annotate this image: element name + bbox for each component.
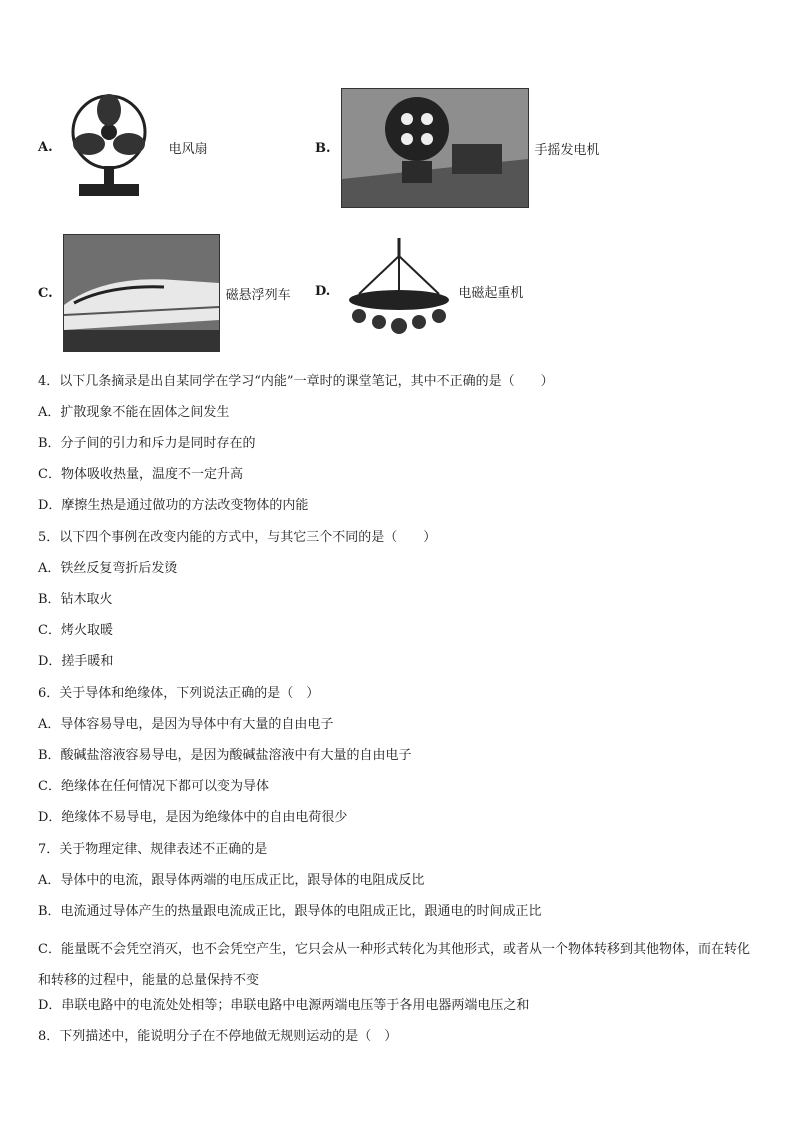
question-7-option-b: B．电流通过导体产生的热量跟电流成正比，跟导体的电阻成正比，跟通电的时间成正比 (38, 904, 542, 919)
maglev-train-photo (63, 234, 220, 352)
option-caption: 电磁起重机 (458, 285, 524, 301)
option-letter: D. (315, 283, 331, 299)
option-d-row (315, 236, 523, 346)
option-caption: 磁悬浮列车 (225, 287, 291, 303)
question-8-stem: 8．下列描述中，能说明分子在不停地做无规则运动的是（ ） (38, 1029, 398, 1044)
question-4-option-d: D．摩擦生热是通过做功的方法改变物体的内能 (38, 498, 309, 513)
option-caption: 电风扇 (168, 141, 208, 157)
question-6-option-a: A．导体容易导电，是因为导体中有大量的自由电子 (38, 717, 334, 732)
question-7-option-c: C．能量既不会凭空消灭，也不会凭空产生，它只会从一种形式转化为其他形式，或者从一个物体转移到其他物体，而在转化和转移的过程中，能量的总量保持不变 (38, 942, 750, 988)
question-7-stem: 7．关于物理定律、规律表述不正确的是 (38, 842, 268, 857)
question-6-option-b: B．酸碱盐溶液容易导电，是因为酸碱盐溶液中有大量的自由电子 (38, 748, 412, 763)
question-5-option-a: A．铁丝反复弯折后发烫 (38, 561, 178, 576)
option-letter: C. (38, 285, 53, 301)
option-caption: 手摇发电机 (534, 142, 600, 158)
option-b-row (315, 88, 600, 208)
question-4-stem: 4．以下几条摘录是出自某同学在学习“内能”一章时的课堂笔记，其中不正确的是（ ） (38, 374, 554, 389)
question-6-stem: 6．关于导体和绝缘体，下列说法正确的是（ ） (38, 686, 320, 701)
option-letter: B. (315, 140, 331, 156)
question-4-option-c: C．物体吸收热量，温度不一定升高 (38, 467, 243, 482)
hand-crank-generator-photo (341, 88, 529, 208)
option-letter: A. (38, 139, 53, 155)
question-5-option-d: D．搓手暖和 (38, 654, 114, 669)
question-4-option-a: A．扩散现象不能在固体之间发生 (38, 405, 230, 420)
question-5-option-c: C．烤火取暖 (38, 623, 113, 638)
option-c-row (38, 234, 291, 352)
question-4-option-b: B．分子间的引力和斥力是同时存在的 (38, 436, 256, 451)
question-5-option-b: B．钻木取火 (38, 592, 113, 607)
question-7-option-a: A．导体中的电流，跟导体两端的电压成正比，跟导体的电阻成反比 (38, 873, 425, 888)
question-6-option-c: C．绝缘体在任何情况下都可以变为导体 (38, 779, 269, 794)
question-6-option-d: D．绝缘体不易导电，是因为绝缘体中的自由电荷很少 (38, 810, 348, 825)
option-a-row (38, 92, 208, 202)
question-7-option-d: D．串联电路中的电流处处相等；串联电路中电源两端电压等于各用电器两端电压之和 (38, 998, 530, 1013)
electromagnetic-crane-photo (344, 236, 454, 346)
electric-fan-photo (67, 92, 167, 202)
question-5-stem: 5．以下四个事例在改变内能的方式中，与其它三个不同的是（ ） (38, 530, 437, 545)
